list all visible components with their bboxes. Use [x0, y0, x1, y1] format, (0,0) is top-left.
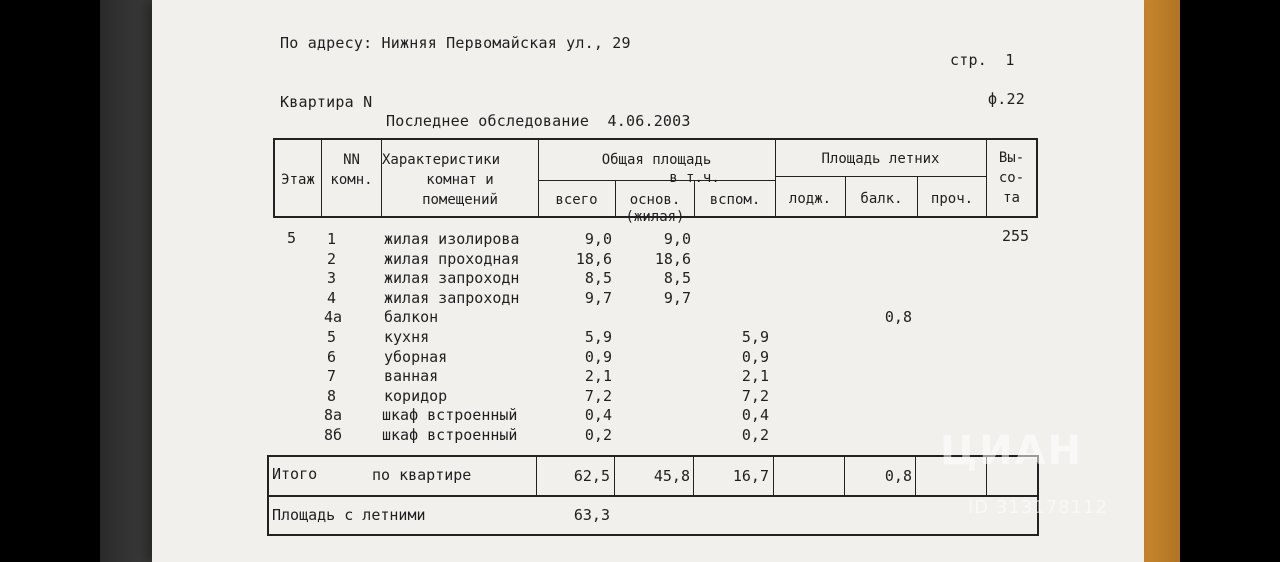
- area-aux: 0,9: [741, 348, 769, 366]
- header-main-1: основ.: [629, 192, 681, 208]
- total-balcony: 0,8: [884, 467, 912, 485]
- room-number: 1: [327, 230, 337, 248]
- room-number: 8б: [324, 426, 343, 444]
- summer-total-value: 63,3: [573, 506, 610, 524]
- room-number: 4а: [324, 308, 343, 326]
- header-total-area: Общая площадь: [601, 152, 712, 168]
- form-number: ф.22: [988, 90, 1025, 108]
- room-number: 5: [327, 328, 337, 346]
- summer-total-label: Площадь с летними: [272, 506, 426, 524]
- header-height-3: та: [1003, 190, 1020, 206]
- header-summer: Площадь летних: [821, 151, 940, 167]
- room-name: балкон: [384, 308, 439, 326]
- address-line: По адресу: Нижняя Первомайская ул., 29: [280, 34, 631, 52]
- total-main: 45,8: [653, 467, 690, 485]
- header-balcony: балк.: [860, 191, 903, 207]
- header-floor: Этаж: [281, 172, 315, 188]
- header-height-1: Вы-: [998, 150, 1025, 166]
- room-name: ванная: [384, 367, 439, 385]
- header-other: проч.: [930, 191, 974, 207]
- header-aux: вспом.: [709, 192, 761, 208]
- area-all: 0,9: [584, 348, 612, 366]
- header-all: всего: [555, 192, 598, 208]
- header-char-3: помещений: [422, 192, 498, 208]
- room-name: жилая запроходн: [384, 289, 520, 307]
- apartment-label: Квартира N: [280, 93, 373, 111]
- room-name: жилая проходная: [384, 250, 520, 268]
- total-label: Итого: [272, 465, 318, 483]
- area-all: 9,7: [584, 289, 612, 307]
- area-all: 7,2: [584, 387, 612, 405]
- room-number: 4: [327, 289, 337, 307]
- area-all: 18,6: [575, 250, 612, 268]
- room-number: 8а: [324, 406, 343, 424]
- area-balcony: 0,8: [884, 308, 912, 326]
- room-number: 3: [327, 269, 337, 287]
- watermark-logo: ЦИАН: [940, 428, 1084, 474]
- area-all: 0,4: [584, 406, 612, 424]
- header-char-2: комнат и: [426, 172, 494, 188]
- right-background: [1140, 0, 1180, 562]
- area-main: 9,7: [663, 289, 691, 307]
- room-name: жилая запроходн: [384, 269, 520, 287]
- total-aux: 16,7: [732, 467, 769, 485]
- floor-value: 5: [287, 229, 297, 247]
- area-all: 5,9: [584, 328, 612, 346]
- header-room-no-1: NN: [343, 152, 360, 168]
- area-all: 2,1: [584, 367, 612, 385]
- area-aux: 0,2: [741, 426, 769, 444]
- header-height-2: со-: [998, 170, 1025, 186]
- area-main: 8,5: [663, 269, 691, 287]
- area-all: 8,5: [584, 269, 612, 287]
- header-main-2: (жилая): [625, 209, 685, 225]
- area-aux: 0,4: [741, 406, 769, 424]
- area-main: 18,6: [654, 250, 691, 268]
- area-all: 0,2: [584, 426, 612, 444]
- inspection-date: Последнее обследование 4.06.2003: [386, 112, 691, 130]
- room-name: уборная: [384, 348, 448, 366]
- total-label-apartment: по квартире: [372, 466, 472, 484]
- area-aux: 2,1: [741, 367, 769, 385]
- page-number: стр. 1: [950, 51, 1015, 69]
- header-incl: в т.ч.: [669, 170, 720, 186]
- area-all: 9,0: [584, 230, 612, 248]
- room-name: коридор: [384, 387, 448, 405]
- area-aux: 5,9: [741, 328, 769, 346]
- area-main: 9,0: [663, 230, 691, 248]
- area-aux: 7,2: [741, 387, 769, 405]
- room-name: шкаф встроенный: [382, 426, 518, 444]
- room-number: 8: [327, 387, 337, 405]
- document-page: [152, 0, 1144, 562]
- room-name: кухня: [384, 328, 430, 346]
- header-char-1: Характеристики: [382, 152, 501, 168]
- height-value: 255: [1002, 227, 1030, 245]
- header-room-no-2: комн.: [330, 172, 373, 188]
- watermark-id: ID 313178112: [968, 497, 1108, 518]
- room-number: 7: [327, 367, 337, 385]
- room-name: шкаф встроенный: [382, 406, 518, 424]
- room-name: жилая изолирова: [384, 230, 520, 248]
- total-all: 62,5: [573, 467, 610, 485]
- header-loggia: лодж.: [788, 191, 832, 207]
- room-number: 6: [327, 348, 337, 366]
- room-number: 2: [327, 250, 337, 268]
